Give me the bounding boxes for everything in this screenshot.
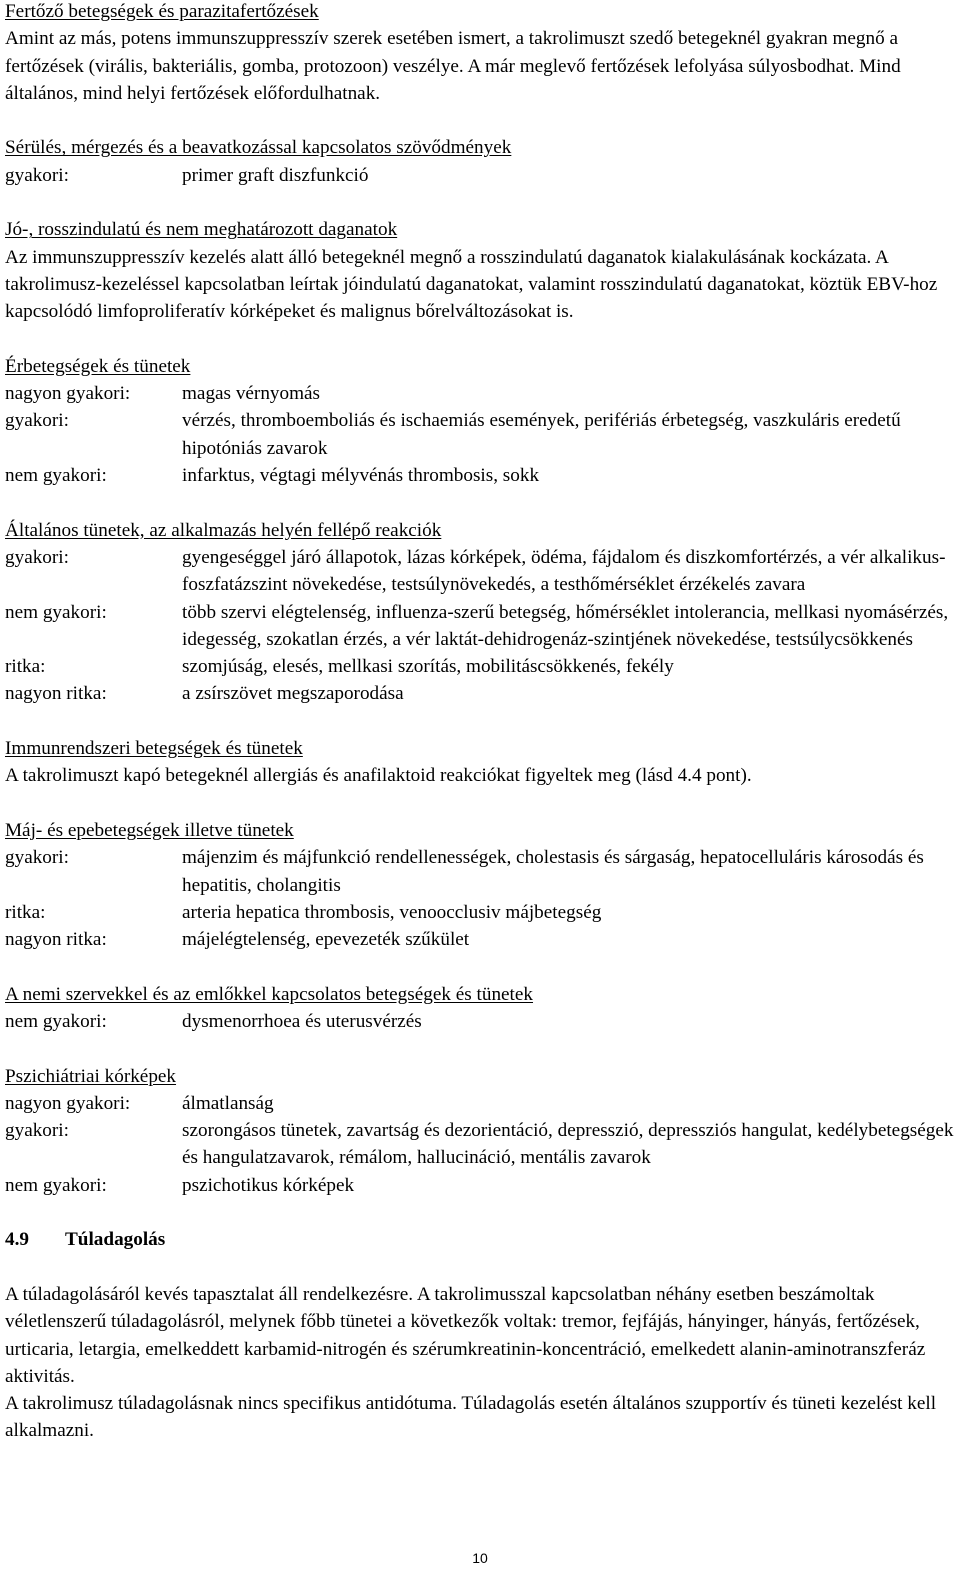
frequency-value: májelégtelenség, epevezeték szűkület	[182, 929, 470, 951]
section-heading-reproductive: A nemi szervekkel és az emlőkkel kapcsolatos betegségek és tünetek	[5, 983, 534, 1005]
frequency-label: nem gyakori:	[5, 1174, 107, 1196]
frequency-label: nagyon gyakori:	[5, 1092, 131, 1114]
section-heading-psychiatric: Pszichiátriai kórképek	[5, 1065, 177, 1087]
frequency-value: gyengeséggel járó állapotok, lázas kórképek, ödéma, fájdalom és diszkomfortérzés, a vér alkalikus-foszfatázszint növekedése, testsúlynövekedés, a testhőmérséklet érzékelés zavara	[182, 546, 946, 596]
frequency-value: vérzés, thromboemboliás és ischaemiás események, perifériás érbetegség, vaszkuláris eredetű hipotóniás zavarok	[182, 410, 901, 459]
section-heading-neoplasms: Jó-, rosszindulatú és nem meghatározott daganatok	[5, 219, 398, 241]
frequency-row	[5, 599, 955, 654]
frequency-value: szomjúság, elesés, mellkasi szorítás, mobilitáscsökkenés, fekély	[182, 656, 674, 678]
frequency-row	[5, 844, 955, 899]
frequency-row	[5, 380, 955, 407]
section-title-overdose	[5, 1226, 955, 1253]
frequency-label: gyakori:	[5, 546, 69, 568]
frequency-label: ritka:	[5, 901, 46, 923]
section-heading-infections: Fertőző betegségek és parazitafertőzések	[5, 1, 319, 22]
section-heading-injury: Sérülés, mérgezés és a beavatkozással kapcsolatos szövődmények	[5, 137, 512, 159]
frequency-label: gyakori:	[5, 847, 69, 869]
section-text-infections: Amint az más, potens immunszuppresszív szerek esetében ismert, a takrolimuszt szedő betegeknél gyakran megnő a fertőzések (virális, bakteriális, gomba, protozoon) veszélye. A már meglevő fertőzések lefolyása súlyosbodhat. Mind általános, mind helyi fertőzések előfordulhatnak.	[5, 28, 901, 104]
frequency-label: gyakori:	[5, 164, 69, 186]
frequency-row	[5, 407, 955, 462]
section-number: 4.9	[5, 1229, 29, 1251]
frequency-value: magas vérnyomás	[182, 383, 321, 405]
frequency-row	[5, 1117, 955, 1172]
frequency-value: dysmenorrhoea és uterusvérzés	[182, 1010, 422, 1032]
frequency-label: nagyon gyakori:	[5, 383, 131, 405]
frequency-row	[5, 680, 955, 707]
frequency-label: ritka:	[5, 656, 46, 678]
frequency-label: gyakori:	[5, 1120, 69, 1142]
frequency-value: arteria hepatica thrombosis, venoocclusiv májbetegség	[182, 901, 602, 923]
page-number: 10	[472, 1550, 488, 1566]
frequency-row	[5, 926, 955, 953]
frequency-value: infarktus, végtagi mélyvénás thrombosis, sokk	[182, 465, 540, 487]
section-heading-vascular: Érbetegségek és tünetek	[5, 355, 191, 377]
section-text-neoplasms: Az immunszuppresszív kezelés alatt álló betegeknél megnő a rosszindulatú daganatok kialakulásának kockázata. A takrolimusz-kezeléssel kapcsolatban leírtak jóindulatú daganatokat, valamint rosszindulatú daganatokat, köztük EBV-hoz kapcsolódó limfoproliferatív kórképeket és malignus bőrelváltozásokat is.	[5, 246, 938, 323]
frequency-row	[5, 544, 955, 599]
section-heading-immune: Immunrendszeri betegségek és tünetek	[5, 738, 303, 760]
frequency-value: több szervi elégtelenség, influenza-szerű betegség, hőmérséklet intolerancia, mellkasi nyomásérzés, idegesség, szokatlan érzés, a vér laktát-dehidrogenáz-szintjének növekedése, testsúlycsökkenés	[182, 601, 949, 650]
frequency-label: nem gyakori:	[5, 1010, 107, 1032]
frequency-label: nagyon ritka:	[5, 683, 107, 705]
section-title-text: Túladagolás	[65, 1229, 166, 1251]
frequency-row	[5, 653, 955, 680]
document-page	[5, 0, 955, 1445]
frequency-row	[5, 462, 955, 489]
overdose-paragraph-2: A takrolimusz túladagolásnak nincs specifikus antidótuma. Túladagolás esetén általános szupportív és tüneti kezelést kell alkalmazni.	[5, 1393, 937, 1442]
frequency-row	[5, 162, 955, 189]
frequency-row	[5, 899, 955, 926]
section-text-immune: A takrolimuszt kapó betegeknél allergiás és anafilaktoid reakciókat figyeltek meg (lásd 4.4 pont).	[5, 765, 752, 787]
frequency-value: álmatlanság	[182, 1092, 274, 1114]
frequency-label: nem gyakori:	[5, 601, 107, 623]
frequency-value: a zsírszövet megszaporodása	[182, 683, 404, 705]
frequency-label: gyakori:	[5, 410, 69, 432]
frequency-label: nagyon ritka:	[5, 929, 107, 951]
frequency-row	[5, 1172, 955, 1199]
frequency-value: primer graft diszfunkció	[182, 164, 369, 186]
frequency-value: szorongásos tünetek, zavartság és dezorientáció, depresszió, depressziós hangulat, kedélybetegségek és hangulatzavarok, rémálom, hallucináció, mentális zavarok	[182, 1120, 954, 1169]
section-heading-hepatobiliary: Máj- és epebetegségek illetve tünetek	[5, 819, 294, 841]
frequency-value: pszichotikus kórképek	[182, 1174, 355, 1196]
frequency-label: nem gyakori:	[5, 465, 107, 487]
overdose-paragraph-1: A túladagolásáról kevés tapasztalat áll rendelkezésre. A takrolimusszal kapcsolatban néhány esetben beszámoltak véletlenszerű túladagolásról, melynek főbb tünetei a következők voltak: tremor, fejfájás, hányinger, hányás, fertőzések, urticaria, letargia, emelkeddett karbamid-nitrogén és szérumkreatinin-koncentráció, emelkedett alanin-aminotranszferáz aktivitás.	[5, 1283, 926, 1387]
frequency-row	[5, 1008, 955, 1035]
frequency-value: májenzim és májfunkció rendellenességek, cholestasis és sárgaság, hepatocelluláris károsodás és hepatitis, cholangitis	[182, 847, 924, 896]
section-heading-general: Általános tünetek, az alkalmazás helyén fellépő reakciók	[5, 519, 442, 541]
frequency-row	[5, 1090, 955, 1117]
